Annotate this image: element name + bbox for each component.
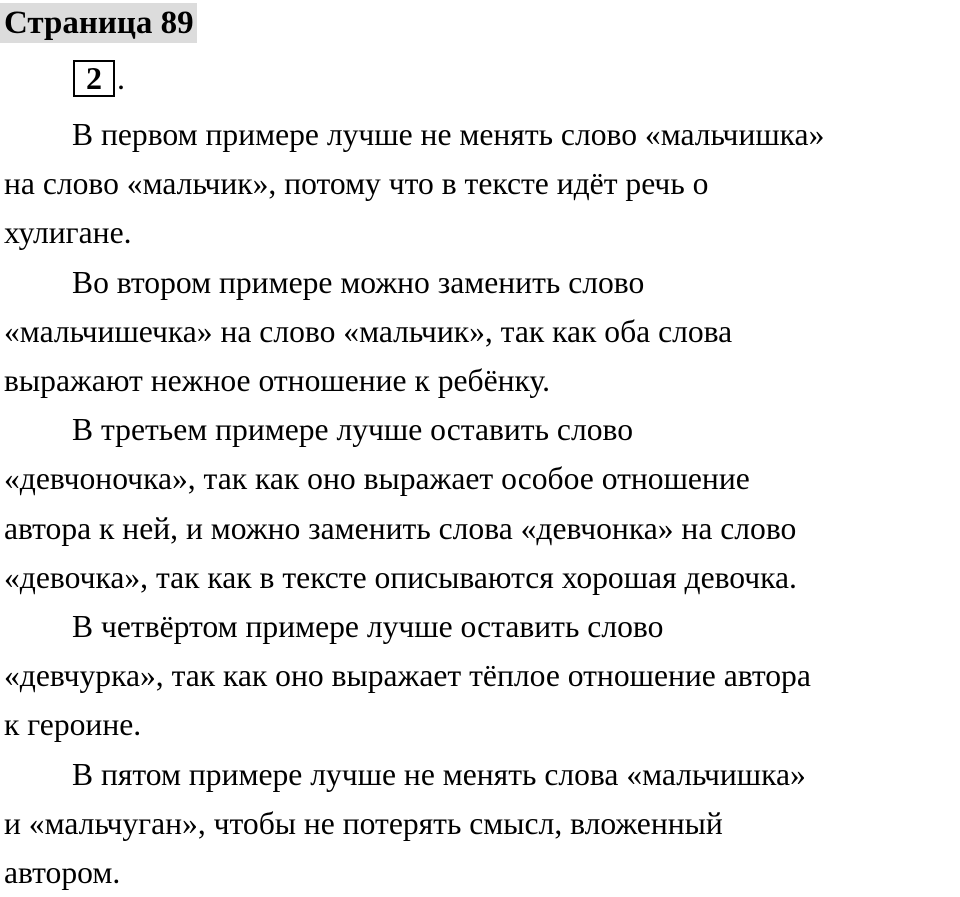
task-number-box: 2 [73, 60, 115, 97]
answer-text [4, 110, 956, 897]
answer-paragraph-2: Во втором примере можно заменить слово «мальчишечка» на слово «мальчик», так как оба слова выражают нежное отношение к ребёнку. [4, 264, 733, 399]
answer-paragraph-4: В четвёртом примере лучше оставить слово «девчурка», так как оно выражает тёплое отношение автора к героине. [4, 609, 811, 743]
answer-paragraph-3: В третьем примере лучше оставить слово «девчоночка», так как оно выражает особое отношение автора к ней, и можно заменить слова «девчонка» на слово «девочка», так как в тексте описываются хорошая девочка. [4, 412, 797, 595]
page-title: Страница 89 [0, 3, 197, 43]
answer-paragraph-1: В первом примере лучше не менять слово «мальчишка» на слово «мальчик», потому что в тексте идёт речь о хулигане. [4, 117, 825, 251]
task-number-dot: . [117, 60, 125, 96]
answer-paragraph-5: В пятом примере лучше не менять слова «мальчишка» и «мальчуган», чтобы не потерять смысл, вложенный автором. [4, 756, 806, 891]
